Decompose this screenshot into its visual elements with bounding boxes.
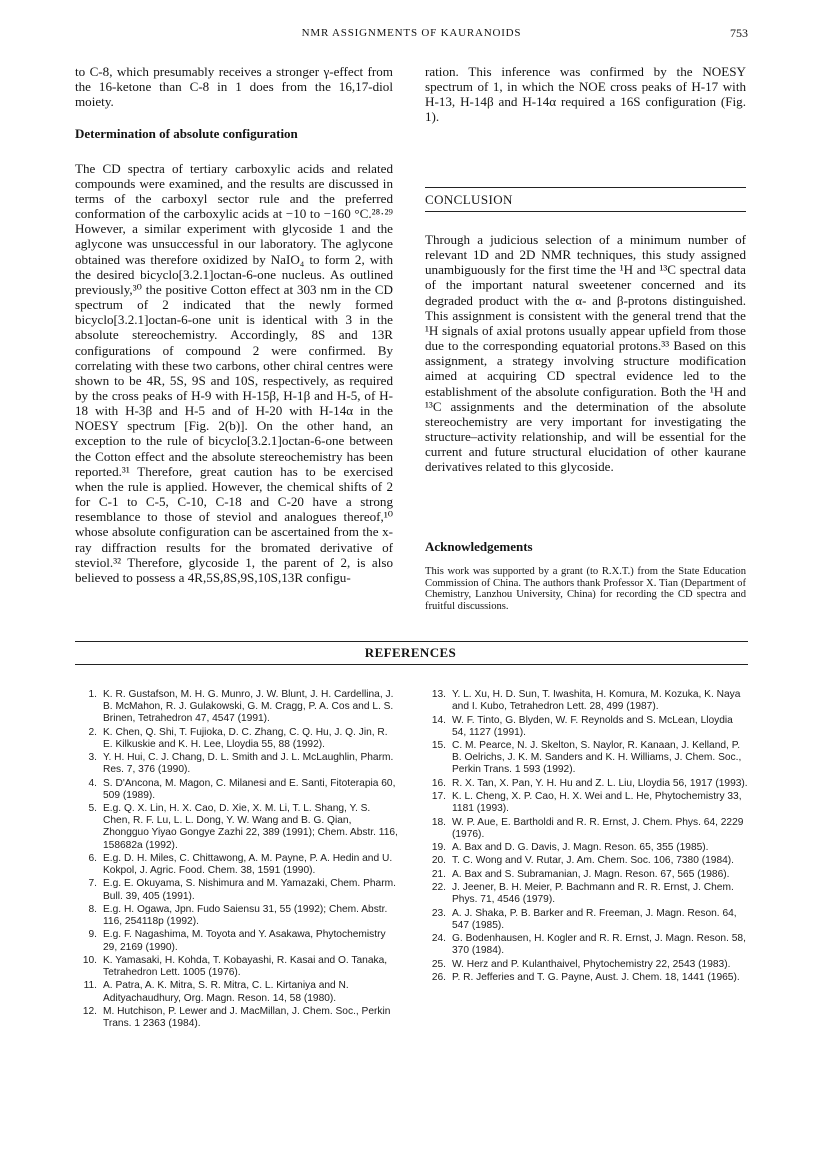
reference-number: 14.: [431, 714, 446, 726]
reference-item: [75, 955, 400, 979]
reference-item: [424, 869, 749, 881]
references-top-rule: [75, 641, 748, 642]
reference-text: K. Chen, Q. Shi, T. Fujioka, D. C. Zhang, C. Q. Hu, J. Q. Jin, R. E. Kilkuskie and K. H. Lee, Lloydia 55, 88 (1992).: [103, 726, 388, 750]
reference-item: [75, 853, 400, 877]
reference-text: K. L. Cheng, X. P. Cao, H. X. Wei and L. He, Phytochemistry 33, 1181 (1993).: [452, 791, 742, 815]
reference-text: K. Yamasaki, H. Kohda, T. Kobayashi, R. Kasai and O. Tanaka, Tetrahedron Lett. 1005 (1976).: [103, 954, 388, 979]
reference-text: W. F. Tinto, G. Blyden, W. F. Reynolds and S. McLean, Lloydia 54, 1127 (1991).: [452, 714, 733, 738]
reference-number: 3.: [88, 752, 97, 764]
reference-number: 18.: [431, 816, 446, 828]
reference-number: 10.: [82, 954, 97, 966]
reference-item: [424, 689, 749, 713]
acknowledgements-paragraph: This work was supported by a grant (to R.X.T.) from the State Education Commission of China. The authors thank Professor X. Tian (Department of Chemistry, Lanzhou University, China) for recording the CD spectra and fruitful discussions.: [425, 566, 746, 612]
reference-number: 5.: [88, 803, 97, 815]
conclusion-paragraph: Through a judicious selection of a minimum number of relevant 1D and 2D NMR techniques, this study assigned unambiguously for the first time the ¹H and ¹³C spectral data of the important natural sweetener concerned and its degraded product with the α- and β-protons distinguished. This assignment is consistent with the general trend that the ¹H signals of axial protons usually appear upfield from those due to the corresponding equatorial protons.³³ Based on this assignment, a strategy involving structure modification aimed at acquiring CD spectral evidence led to the establishment of the absolute configuration. Both the ¹H and ¹³C assignments and the determination of the absolute stereochemistry are very important for investigating the structure–activity relationship, and will be essential for the current and future structural elucidation of other kaurane derivatives related to this glycoside.: [425, 232, 746, 475]
reference-item: [75, 689, 400, 725]
reference-item: [75, 752, 400, 776]
acknowledgements-section: [425, 539, 746, 613]
reference-text: S. D'Ancona, M. Magon, C. Milanesi and E. Santi, Fitoterapia 60, 509 (1989).: [103, 777, 396, 801]
reference-item: [75, 803, 400, 852]
reference-item: [75, 878, 400, 902]
conclusion-heading: CONCLUSION: [425, 192, 513, 207]
reference-text: Y. H. Hui, C. J. Chang, D. L. Smith and J. L. McLaughlin, Pharm. Res. 7, 376 (1990).: [103, 752, 394, 776]
reference-text: A. J. Shaka, P. B. Barker and R. Freeman, J. Magn. Reson. 64, 547 (1985).: [452, 907, 737, 931]
running-title: NMR ASSIGNMENTS OF KAURANOIDS: [301, 27, 522, 39]
reference-item: [75, 904, 400, 928]
reference-item: [75, 1006, 400, 1030]
body-paragraph: The CD spectra of tertiary carboxylic acids and related compounds were examined, and the results are discussed in terms of the carboxyl sector rule and the preferred conformation of the carboxylic acids at −10 to −160 °C.²⁸·²⁹ However, a similar experiment with glycoside 1 and the aglycone was unsuccessful in our laboratory. The aglycone obtained was therefore oxidized by NaIO₄ to form 2, with the desired bicyclo[3.2.1]octan-6-one nucleus. As outlined previously,³⁰ the positive Cotton effect at 303 nm in the CD spectrum of 2 indicated that the newly formed bicyclo[3.2.1]octan-6-one unit is identical with 3 in the absolute stereochemistry. Accordingly, 8S and 13R configurations of compound 2 were confirmed. By correlating with these two carbons, other chiral centres were shown to be 4R, 5S, 9S and 10S, respectively, as required by the cross peaks of H-9 with H-15β, H-1β and H-5, of H-18 with H-3β and H-5 and of H-20 with H-14α in the NOESY spectrum [Fig. 2(b)]. On the other hand, an exception to the rule of bicyclo[3.2.1]octan-6-one between the Cotton effect and the absolute stereochemistry has been reported.³¹ Therefore, great caution has to be exercised when the rule is applied. However, the chemical shifts of 2 for C-1 to C-5, C-10, C-18 and C-20 have a strong resemblance to those of steviol and analogues thereof,¹⁰ whose absolute configuration can be ascertained from the x-ray diffraction results for the bromated derivative of steviol.³² Therefore, glycoside 1, the parent of 2, is also believed to possess a 4R,5S,8S,9S,10S,13R configu-: [75, 160, 393, 585]
continuation-paragraph: ration. This inference was confirmed by the NOESY spectrum of 1, in which the NOE cross peaks of H-17 with H-13, H-14β and H-14α required a 16S configuration (Fig. 1).: [425, 64, 746, 125]
reference-text: C. M. Pearce, N. J. Skelton, S. Naylor, R. Kanaan, J. Kelland, P. B. Oelrichs, J. K. M. Sanders and K. H. Williams, J. Chem. Soc., Perkin Trans. 1 593 (1992).: [452, 740, 742, 776]
reference-item: [424, 908, 749, 932]
running-header: [75, 24, 748, 44]
reference-number: 26.: [431, 971, 446, 983]
reference-text: T. C. Wong and V. Rutar, J. Am. Chem. Soc. 106, 7380 (1984).: [452, 855, 735, 867]
reference-text: R. X. Tan, X. Pan, Y. H. Hu and Z. L. Liu, Lloydia 56, 1917 (1993).: [452, 777, 748, 789]
reference-number: 16.: [431, 777, 446, 789]
reference-number: 22.: [431, 882, 446, 894]
reference-item: [424, 855, 749, 867]
reference-number: 1.: [88, 689, 97, 700]
reference-number: 23.: [431, 907, 446, 919]
reference-text: E.g. E. Okuyama, S. Nishimura and M. Yamazaki, Chem. Pharm. Bull. 39, 405 (1991).: [103, 878, 396, 902]
reference-text: A. Bax and S. Subramanian, J. Magn. Reson. 67, 565 (1986).: [452, 868, 730, 880]
reference-text: J. Jeener, B. H. Meier, P. Bachmann and R. R. Ernst, J. Chem. Phys. 71, 4546 (1979).: [452, 882, 734, 906]
reference-item: [75, 929, 400, 953]
reference-number: 4.: [88, 777, 97, 789]
references-right-column: [424, 689, 749, 985]
page-number: 753: [730, 26, 748, 40]
reference-number: 13.: [431, 689, 446, 700]
reference-text: K. R. Gustafson, M. H. G. Munro, J. W. Blunt, J. H. Cardellina, J. B. McMahon, R. J. Gulakowski, G. M. Cragg, P. A. Cos and L. S. Brinen, Tetrahedron 47, 4547 (1991).: [103, 689, 394, 725]
section-heading: Determination of absolute configuration: [75, 126, 298, 142]
reference-item: [424, 882, 749, 906]
reference-number: 17.: [431, 791, 446, 802]
reference-number: 25.: [431, 958, 446, 970]
reference-text: A. Bax and D. G. Davis, J. Magn. Reson. 65, 355 (1985).: [452, 842, 709, 853]
reference-number: 8.: [88, 903, 97, 915]
reference-item: [424, 959, 749, 971]
reference-number: 20.: [431, 855, 446, 867]
reference-text: A. Patra, A. K. Mitra, S. R. Mitra, C. L. Kirtaniya and N. Adityachaudhury, Org. Magn. Reson. 14, 58 (1980).: [103, 980, 349, 1004]
conclusion-section: [425, 232, 746, 475]
right-column-continuation: [425, 64, 746, 125]
reference-number: 24.: [431, 933, 446, 945]
reference-text: M. Hutchison, P. Lewer and J. MacMillan, J. Chem. Soc., Perkin Trans. 1 2363 (1984).: [103, 1005, 391, 1030]
reference-item: [424, 778, 749, 790]
reference-text: E.g. F. Nagashima, M. Toyota and Y. Asakawa, Phytochemistry 29, 2169 (1990).: [103, 929, 386, 953]
acknowledgements-heading: Acknowledgements: [425, 539, 533, 554]
reference-text: W. P. Aue, E. Bartholdi and R. R. Ernst, J. Chem. Phys. 64, 2229 (1976).: [452, 816, 744, 840]
references-bottom-rule: [75, 664, 748, 665]
reference-text: E.g. D. H. Miles, C. Chittawong, A. M. Payne, P. A. Hedin and U. Kokpol, J. Agric. Food. Chem. 38, 1591 (1990).: [103, 852, 393, 877]
reference-item: [75, 980, 400, 1004]
reference-number: 9.: [88, 929, 97, 941]
reference-item: [424, 933, 749, 957]
reference-text: G. Bodenhausen, H. Kogler and R. R. Ernst, J. Magn. Reson. 58, 370 (1984).: [452, 933, 746, 957]
left-column: [75, 64, 393, 585]
reference-number: 6.: [88, 852, 97, 864]
reference-item: [424, 715, 749, 739]
reference-item: [424, 842, 749, 854]
reference-text: E.g. Q. X. Lin, H. X. Cao, D. Xie, X. M. Li, T. L. Shang, Y. S. Chen, R. F. Lu, L. L. Dong, Y. W. Wang and B. G. Qian, Zhongguo Yiyao Gongye Zazhi 22, 389 (1991); Chem. Abstr. 116, 158682a (1992).: [103, 803, 398, 851]
references-left-column: [75, 689, 400, 1031]
reference-item: [424, 817, 749, 841]
reference-number: 19.: [431, 842, 446, 853]
reference-number: 21.: [431, 868, 446, 880]
reference-number: 11.: [83, 980, 97, 992]
reference-text: P. R. Jefferies and T. G. Payne, Aust. J. Chem. 18, 1441 (1965).: [452, 971, 740, 983]
reference-number: 15.: [431, 740, 446, 751]
reference-item: [424, 972, 749, 984]
conclusion-bottom-rule: [425, 211, 746, 212]
conclusion-top-rule: [425, 187, 746, 188]
reference-number: 7.: [88, 878, 97, 890]
reference-item: [424, 740, 749, 776]
reference-item: [424, 791, 749, 815]
intro-paragraph: to C-8, which presumably receives a stronger γ-effect from the 16-ketone than C-8 in 1 does from the 16,17-diol moiety.: [75, 64, 393, 110]
reference-item: [75, 727, 400, 751]
reference-number: 2.: [88, 726, 97, 738]
reference-number: 12.: [82, 1005, 97, 1017]
reference-text: Y. L. Xu, H. D. Sun, T. Iwashita, H. Komura, M. Kozuka, K. Naya and I. Kubo, Tetrahedron Lett. 28, 499 (1987).: [452, 689, 741, 713]
reference-text: W. Herz and P. Kulanthaivel, Phytochemistry 22, 2543 (1983).: [452, 958, 731, 970]
reference-item: [75, 778, 400, 802]
references-heading: REFERENCES: [364, 645, 457, 660]
reference-text: E.g. H. Ogawa, Jpn. Fudo Saiensu 31, 55 (1992); Chem. Abstr. 116, 254118p (1992).: [103, 903, 388, 928]
